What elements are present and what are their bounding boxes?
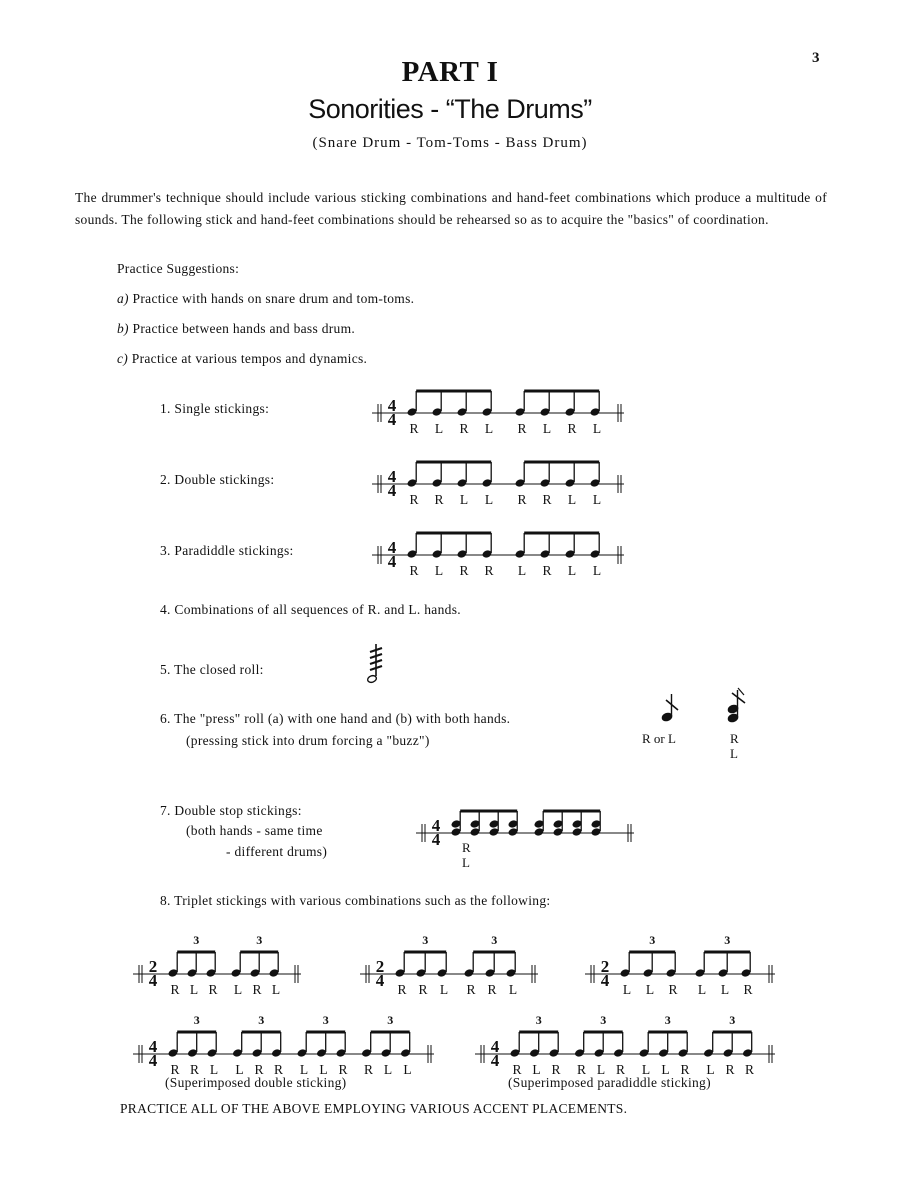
practice-marker: a)	[117, 291, 129, 306]
exercise-1-label: 1. Single stickings:	[160, 401, 270, 416]
sticking-letter: R	[542, 563, 552, 578]
sticking-letter: R	[517, 492, 527, 507]
sticking-letter: L	[532, 1062, 541, 1077]
staff-double-stop-stickings	[416, 811, 634, 849]
instruments-line: (Snare Drum - Tom-Toms - Bass Drum)	[312, 135, 588, 151]
double-stop-sticking-top: R	[462, 840, 471, 855]
exercise-5-label: 5. The closed roll:	[160, 662, 264, 677]
sticking-letter: R	[418, 982, 428, 997]
staff-triplet-superimposed-paradiddle	[475, 1013, 775, 1077]
sticking-letter: R	[252, 982, 262, 997]
tuplet-number: 3	[729, 1013, 736, 1027]
time-signature-top: 4	[387, 467, 397, 486]
sticking-letter: L	[641, 1062, 651, 1077]
staff-triplet-1	[133, 933, 301, 997]
sticking-letter: R	[484, 563, 494, 578]
sticking-letter: L	[233, 982, 243, 997]
sticking-letter: R	[743, 982, 753, 997]
time-signature-top: 4	[387, 396, 397, 415]
sticking-letter: L	[592, 421, 602, 436]
page-title: Sonorities - “The Drums”	[308, 94, 592, 124]
press-roll-b-sticking-bottom: L	[730, 746, 738, 761]
sticking-letter: L	[209, 1062, 219, 1077]
time-signature-bottom: 4	[148, 971, 158, 990]
staff-single-stickings	[372, 391, 624, 436]
time-signature-top: 4	[431, 816, 441, 835]
sticking-letter: L	[517, 563, 527, 578]
time-signature-top: 2	[375, 957, 385, 976]
sticking-letter: R	[409, 492, 419, 507]
sticking-letter: R	[680, 1062, 690, 1077]
tuplet-number: 3	[649, 933, 656, 947]
sticking-letter: R	[517, 421, 527, 436]
practice-text: Practice with hands on snare drum and tom-toms.	[132, 291, 415, 306]
caption-superimposed-double: (Superimposed double sticking)	[165, 1075, 347, 1090]
practice-marker: c)	[117, 351, 129, 366]
sticking-letter: L	[542, 421, 552, 436]
sticking-letter: R	[466, 982, 476, 997]
exercise-6-label: 6. The "press" roll (a) with one hand and (b) with both hands.	[160, 711, 511, 726]
closed-roll-symbol	[367, 644, 382, 684]
sticking-letter: L	[697, 982, 707, 997]
tuplet-number: 3	[724, 933, 731, 947]
sticking-letter: L	[459, 492, 469, 507]
caption-superimposed-paradiddle: (Superimposed paradiddle sticking)	[508, 1075, 711, 1090]
sticking-letter: L	[720, 982, 730, 997]
sticking-letter: R	[338, 1062, 348, 1077]
sticking-letter: L	[235, 1062, 244, 1077]
sticking-letter: R	[459, 421, 469, 436]
sticking-letter: R	[409, 421, 419, 436]
sticking-letter: L	[484, 421, 494, 436]
sticking-letter: R	[409, 563, 419, 578]
sticking-letter: R	[487, 982, 497, 997]
sticking-letter: L	[403, 1062, 412, 1077]
sticking-letter: L	[645, 982, 655, 997]
sticking-letter: L	[567, 492, 577, 507]
time-signature-bottom: 4	[431, 830, 441, 849]
practice-text: Practice between hands and bass drum.	[132, 321, 356, 336]
exercise-2-label: 2. Double stickings:	[160, 472, 275, 487]
time-signature-bottom: 4	[387, 481, 397, 500]
page-number: 3	[812, 50, 820, 66]
exercise-6-note: (pressing stick into drum forcing a "buzz")	[186, 733, 430, 748]
tuplet-number: 3	[256, 933, 263, 947]
tuplet-number: 3	[600, 1013, 607, 1027]
time-signature-top: 2	[600, 957, 610, 976]
staff-triplet-2	[360, 933, 538, 997]
sticking-letter: L	[508, 982, 518, 997]
sticking-letter: R	[551, 1062, 561, 1077]
tuplet-number: 3	[193, 933, 200, 947]
sticking-letter: R	[576, 1062, 587, 1077]
double-stop-sticking-bottom: L	[462, 855, 470, 870]
sticking-letter: L	[592, 563, 602, 578]
tuplet-number: 3	[322, 1013, 329, 1027]
time-signature-top: 4	[148, 1037, 158, 1056]
practice-title: Practice Suggestions:	[117, 261, 240, 276]
exercise-7-note-2: - different drums)	[226, 844, 328, 859]
press-roll-both-hands	[727, 688, 745, 723]
time-signature-bottom: 4	[387, 410, 397, 429]
sticking-letter: R	[615, 1062, 626, 1077]
press-roll-b-sticking-top: R	[730, 731, 739, 746]
sticking-letter: R	[512, 1062, 522, 1077]
tuplet-number: 3	[422, 933, 429, 947]
sticking-letter: R	[668, 982, 678, 997]
tuplet-number: 3	[535, 1013, 542, 1027]
tuplet-number: 3	[664, 1013, 671, 1027]
sticking-letter: R	[208, 982, 218, 997]
sticking-letter: L	[439, 982, 449, 997]
sticking-letter: R	[725, 1062, 735, 1077]
press-roll-a-sticking: R or L	[642, 731, 676, 746]
practice-text: Practice at various tempos and dynamics.	[131, 351, 368, 366]
time-signature-bottom: 4	[600, 971, 610, 990]
sticking-letter: L	[271, 982, 281, 997]
staff-double-stickings	[372, 462, 624, 507]
sticking-letter: L	[484, 492, 494, 507]
sticking-letter: L	[567, 563, 577, 578]
exercise-7-label: 7. Double stop stickings:	[160, 803, 302, 818]
staff-paradiddle-stickings	[372, 533, 624, 578]
sticking-letter: R	[744, 1062, 755, 1077]
sticking-letter: R	[459, 563, 469, 578]
sticking-letter: L	[596, 1062, 606, 1077]
sticking-letter: R	[567, 421, 577, 436]
tuplet-number: 3	[491, 933, 498, 947]
sticking-letter: L	[299, 1062, 309, 1077]
tuplet-number: 3	[387, 1013, 394, 1027]
sticking-letter: L	[592, 492, 602, 507]
time-signature-bottom: 4	[375, 971, 385, 990]
time-signature-bottom: 4	[490, 1051, 500, 1070]
sticking-letter: R	[254, 1062, 264, 1077]
sticking-letter: L	[383, 1062, 393, 1077]
time-signature-bottom: 4	[387, 552, 397, 571]
sticking-letter: L	[189, 982, 199, 997]
staff-triplet-superimposed-double	[133, 1013, 434, 1077]
practice-marker: b)	[117, 321, 129, 336]
sticking-letter: R	[273, 1062, 284, 1077]
press-roll-one-hand	[661, 694, 678, 722]
time-signature-bottom: 4	[148, 1051, 158, 1070]
sticking-letter: R	[434, 492, 444, 507]
time-signature-top: 4	[490, 1037, 500, 1056]
sticking-letter: R	[542, 492, 552, 507]
tuplet-number: 3	[193, 1013, 200, 1027]
sticking-letter: L	[434, 421, 444, 436]
footer-instruction: PRACTICE ALL OF THE ABOVE EMPLOYING VARIOUS ACCENT PLACEMENTS.	[120, 1101, 628, 1116]
sticking-letter: L	[319, 1062, 328, 1077]
tuplet-number: 3	[258, 1013, 265, 1027]
exercise-4-label: 4. Combinations of all sequences of R. and L. hands.	[160, 602, 461, 617]
sticking-letter: L	[434, 563, 444, 578]
part-heading: PART I	[401, 56, 499, 88]
sticking-letter: R	[397, 982, 407, 997]
sticking-letter: L	[706, 1062, 715, 1077]
sticking-letter: L	[622, 982, 632, 997]
exercise-3-label: 3. Paradiddle stickings:	[160, 543, 294, 558]
time-signature-top: 4	[387, 538, 397, 557]
staff-triplet-3	[585, 933, 775, 997]
sticking-letter: R	[363, 1062, 374, 1077]
sticking-letter: R	[170, 1062, 180, 1077]
time-signature-top: 2	[148, 957, 158, 976]
exercise-8-label: 8. Triplet stickings with various combinations such as the following:	[160, 893, 551, 908]
exercise-7-note-1: (both hands - same time	[186, 823, 323, 838]
intro-paragraph: The drummer's technique should include various sticking combinations and hand-feet combinations which produce a multitude of sounds. The following stick and hand-feet combinations should be rehearsed so as to acquire the "basics" of coordination.	[75, 190, 827, 227]
sticking-letter: R	[189, 1062, 200, 1077]
sticking-letter: R	[170, 982, 180, 997]
sticking-letter: L	[661, 1062, 670, 1077]
